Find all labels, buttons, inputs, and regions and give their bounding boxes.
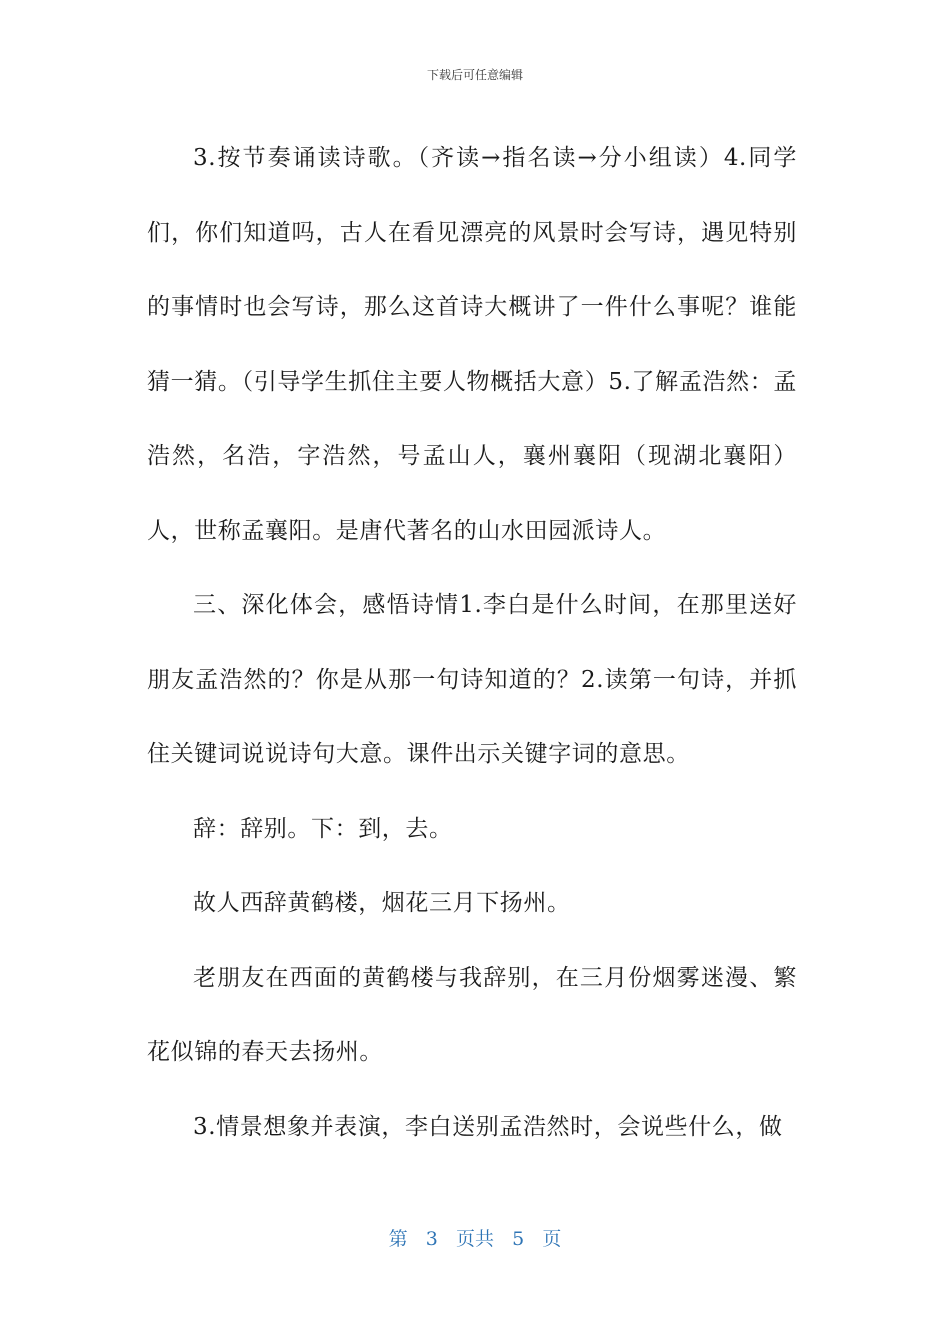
footer-suffix: 页 bbox=[542, 1228, 562, 1250]
paragraph-reading-and-author: 3.按节奏诵读诗歌。（齐读→指名读→分小组读）4.同学们，你们知道吗，古人在看见漂亮的风景时会写诗，遇见特别的事情时也会写诗，那么这首诗大概讲了一件什么事呢？谁能猜一猜。（引导学生抓住主要人物概括大意）5.了解孟浩然：孟浩然，名浩，字浩然，号孟山人，襄州襄阳（现湖北襄阳）人，世称孟襄阳。是唐代著名的山水田园派诗人。 bbox=[147, 145, 797, 544]
document-body bbox=[147, 121, 797, 1164]
footer-total-pages: 5 bbox=[512, 1228, 525, 1250]
footer-middle: 页共 bbox=[455, 1228, 494, 1250]
header-note: 下载后可任意编辑 bbox=[426, 68, 523, 82]
paragraph-poem-translation: 老朋友在西面的黄鹤楼与我辞别，在三月份烟雾迷漫、繁花似锦的春天去扬州。 bbox=[147, 964, 797, 1065]
paragraph-scene-imagination: 3.情景想象并表演，李白送别孟浩然时，会说些什么，做 bbox=[193, 1113, 783, 1140]
paragraph-deepen-understanding: 三、深化体会，感悟诗情1.李白是什么时间，在那里送好朋友孟浩然的？你是从那一句诗知道的？2.读第一句诗，并抓住关键词说说诗句大意。课件出示关键字词的意思。 bbox=[147, 592, 797, 767]
paragraph-word-meanings: 辞：辞别。下：到，去。 bbox=[193, 815, 453, 842]
footer-current-page: 3 bbox=[425, 1228, 438, 1250]
footer-prefix: 第 bbox=[388, 1228, 408, 1250]
page-footer bbox=[0, 1224, 950, 1251]
paragraph-poem-line: 故人西辞黄鹤楼，烟花三月下扬州。 bbox=[193, 890, 571, 916]
